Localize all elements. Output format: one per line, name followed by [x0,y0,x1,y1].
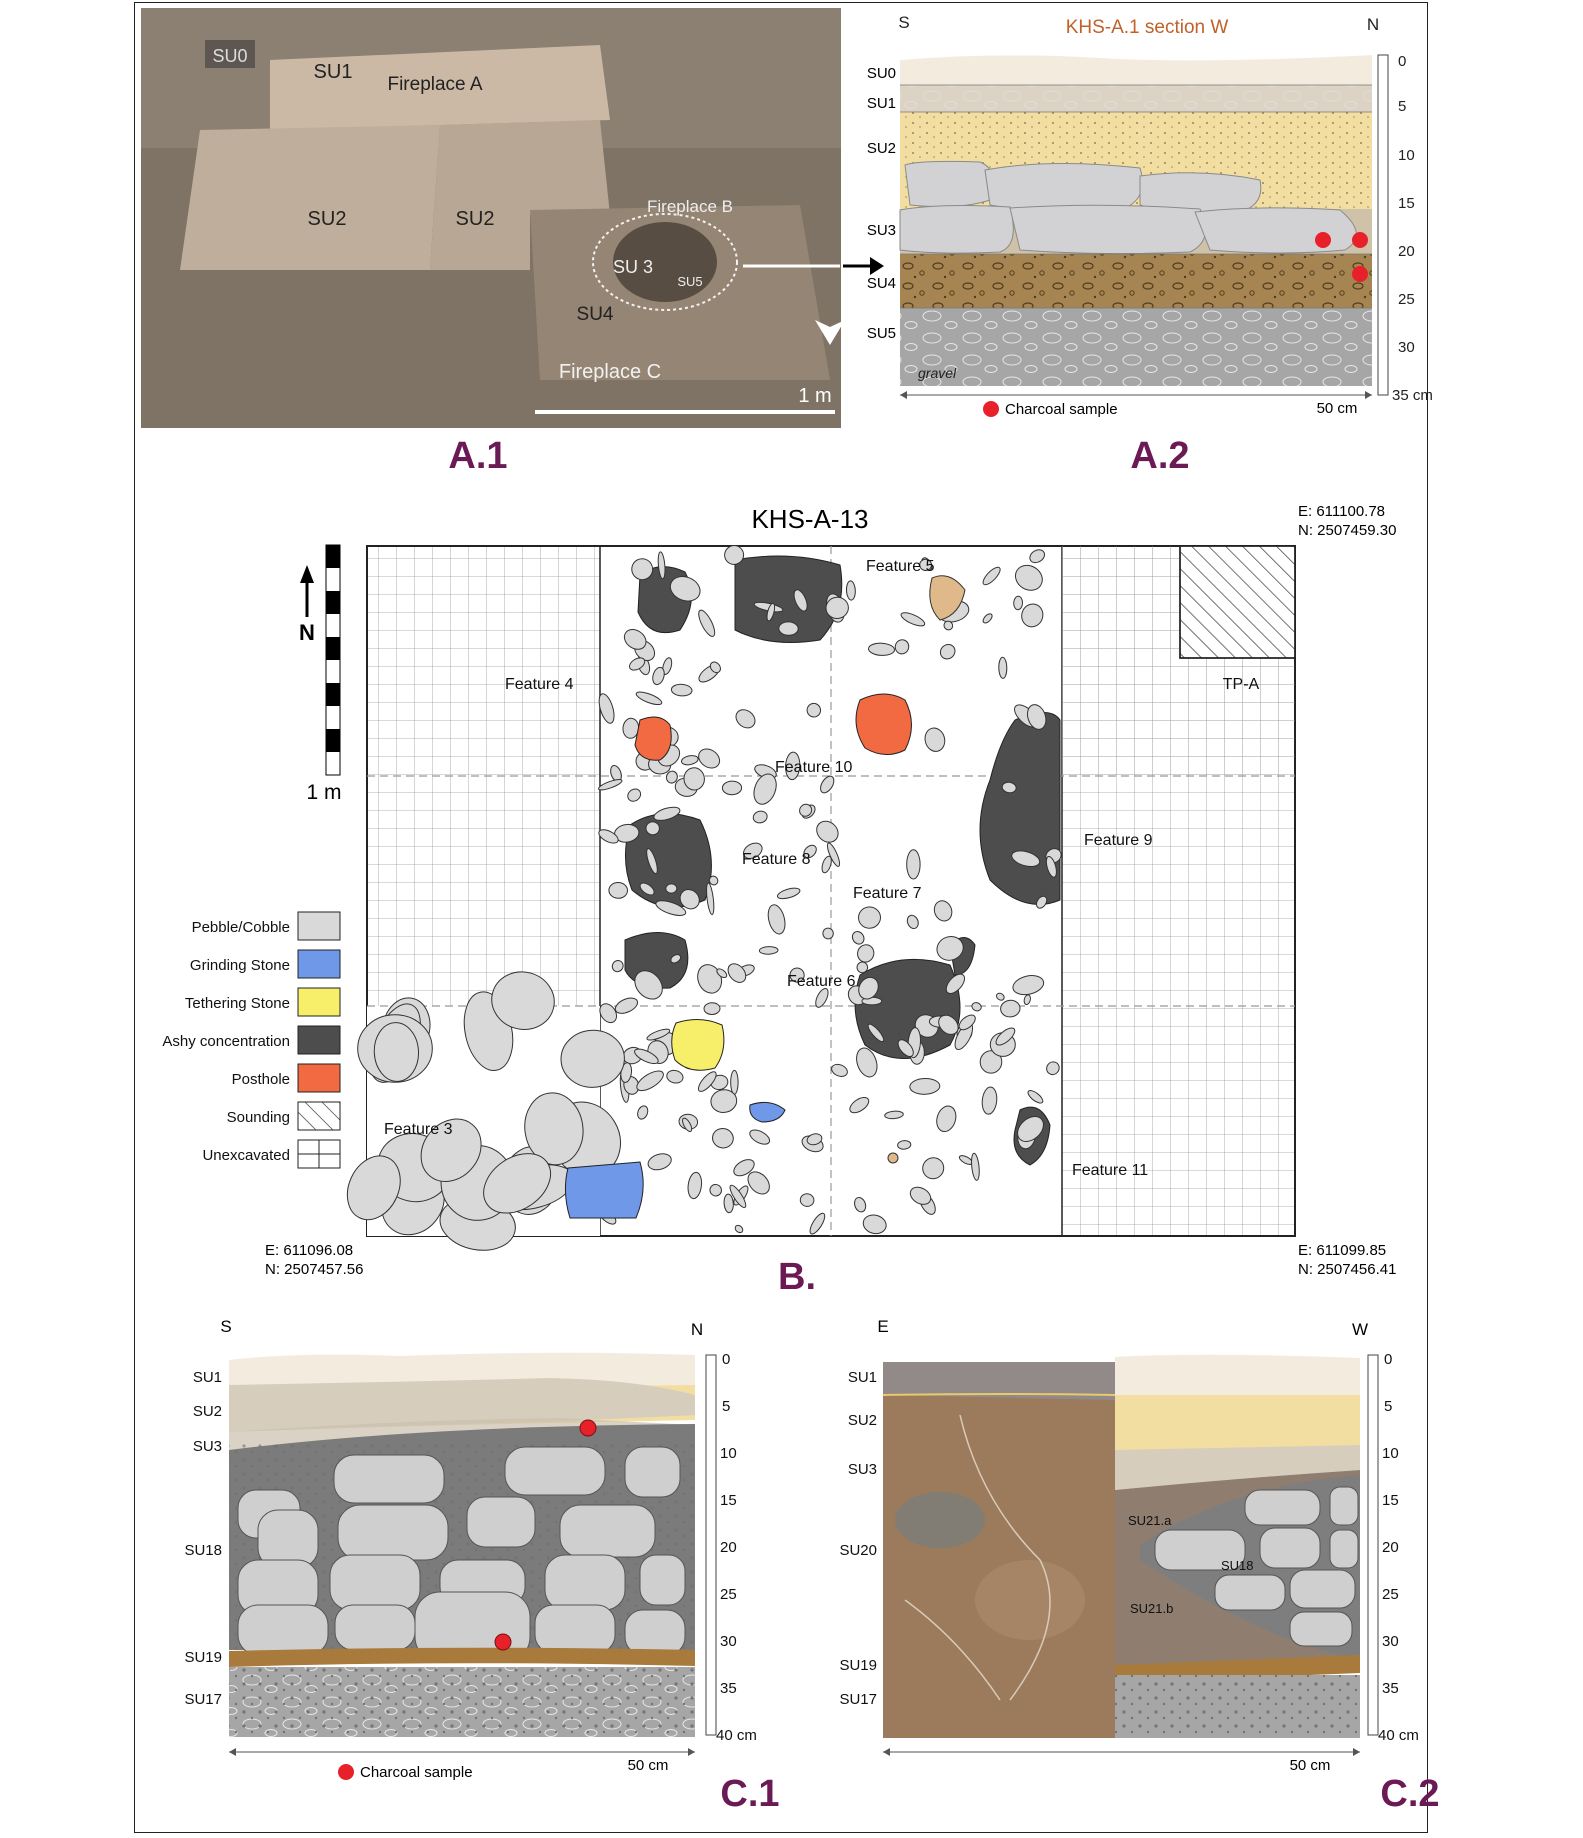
scale-label-b: 1 m [306,781,342,804]
pebble [665,1069,684,1085]
pebble [1023,994,1031,1005]
pebble [905,914,920,931]
pebble [830,1062,849,1079]
pebble [695,745,723,772]
a2-depth-15: 15 [1398,195,1415,212]
charcoal-sample-dot [1352,232,1368,248]
pebble [734,1224,745,1234]
pebble [922,726,947,754]
photo-label-su0: SU0 [212,46,248,66]
c2-depth-5: 5 [1384,1398,1393,1415]
a2-depth-10: 10 [1398,147,1415,164]
pebble [779,622,799,636]
pebble [822,927,834,939]
legend-swatch-ashy [298,1026,340,1054]
feature-3-label: Feature 3 [384,1121,453,1138]
pebble [723,1194,733,1213]
c1-unit-su19: SU19 [184,1649,222,1666]
pebble [931,898,954,923]
c1-depth-40: 40 cm [716,1727,757,1744]
panel-label-a2: A.2 [1130,435,1190,477]
pebble [1000,999,1021,1018]
pebble [776,886,801,901]
feature-5-label: Feature 5 [866,558,935,575]
legend-swatch-posthole [298,1064,340,1092]
pebble [704,1002,720,1014]
c2-depth-30: 30 [1382,1633,1399,1650]
pebble [634,1067,667,1094]
pebble [884,1110,903,1119]
pebble [696,608,718,638]
panel-label-b: B. [778,1256,816,1298]
a2-unit-su0: SU0 [866,65,896,82]
pebble [934,1104,959,1134]
pebble [857,906,881,929]
pebble [799,1193,814,1208]
coord-bl-n: N: 2507457.56 [265,1261,364,1278]
a2-depth-35: 35 cm [1392,387,1433,404]
pebble [1044,1059,1062,1077]
arrow-a1-to-a2 [843,257,884,275]
c2-unit-su17: SU17 [839,1691,877,1708]
c1-depth-5: 5 [722,1398,731,1415]
legend-label-tethering: Tethering Stone [184,995,290,1012]
pebble [598,777,623,791]
c1-scale-label: 50 cm [627,1757,669,1774]
feature-4-label: Feature 4 [505,676,574,693]
pebble [1011,560,1047,595]
c1-depth-25: 25 [720,1586,737,1603]
a2-unit-su3: SU3 [866,222,896,239]
a2-depth-20: 20 [1398,243,1415,260]
photo-label-su1: SU1 [313,61,353,83]
photo-label-su4: SU4 [576,304,614,325]
panel-label-c2: C.2 [1380,1773,1440,1815]
c1-legend-charcoal-dot [338,1764,354,1780]
c2-depth-10: 10 [1382,1445,1399,1462]
pebble [608,882,627,899]
pebble [646,1151,673,1172]
north-label: N [299,620,315,645]
c1-unit-su1: SU1 [192,1369,222,1386]
legend-swatch-pebble [298,912,340,940]
pebble [613,995,640,1016]
c2-label-su18: SU18 [1221,1558,1254,1573]
pebble [981,1086,998,1115]
c2-unit-su1: SU1 [847,1369,877,1386]
c2-scale-label: 50 cm [1289,1757,1331,1774]
pebble [999,657,1007,678]
coord-br-e: E: 611099.85 [1298,1242,1387,1259]
pebble [970,1153,980,1181]
charcoal-sample-dot [1315,232,1331,248]
legend-label-pebble: Pebble/Cobble [191,919,290,936]
c2-label-su21a: SU21.a [1128,1513,1172,1528]
coord-tr-n: N: 2507459.30 [1298,522,1397,539]
charcoal-sample-dot [1352,266,1368,282]
pebble [694,961,726,997]
c1-dir-left: S [220,1317,232,1336]
pebble [868,643,895,657]
feature-10-label: Feature 10 [775,759,853,776]
a2-depth-25: 25 [1398,291,1415,308]
a2-legend-charcoal-label: Charcoal sample [1005,401,1118,418]
c1-depth-0: 0 [722,1351,731,1368]
feature-9-label: Feature 9 [1084,832,1153,849]
pebble [856,943,876,964]
c2-depth-20: 20 [1382,1539,1399,1556]
a2-depth-0: 0 [1398,53,1407,70]
c2-dir-right: W [1351,1320,1369,1339]
photo-label-su3: SU 3 [612,257,654,277]
pebble [910,1078,941,1095]
pebble [995,992,1005,1002]
legend-swatch-sounding [298,1102,340,1130]
pebble [625,786,643,803]
c2-dir-left: E [877,1317,889,1336]
c1-depth-35: 35 [720,1680,737,1697]
pebble [724,960,749,986]
photo-label-fireplace-c: Fireplace C [558,361,662,383]
pebble [748,1127,772,1147]
pebble [610,958,625,973]
pebble [636,1104,650,1120]
c2-unit-su2: SU2 [847,1412,877,1429]
panel-label-c1: C.1 [720,1773,780,1815]
pebble [850,929,866,946]
c2-depth-0: 0 [1384,1351,1393,1368]
legend-label-sounding: Sounding [226,1109,290,1126]
legend-label-posthole: Posthole [231,1071,290,1088]
pebble [981,565,1003,588]
photo-label-fireplace-b: Fireplace B [647,197,733,216]
c1-unit-su17: SU17 [184,1691,222,1708]
c2-unit-su20: SU20 [839,1542,877,1559]
pebble [861,1213,888,1237]
pebble [705,883,715,915]
pebble [1011,973,1045,998]
pebble [687,1172,703,1200]
a2-dir-left: S [898,13,910,32]
legend-swatch-tethering [298,988,340,1016]
pebble [1013,596,1022,610]
a2-unit-su2: SU2 [866,140,896,157]
grinding-stone [750,1102,785,1122]
feature-8-label: Feature 8 [742,851,811,868]
pebble [918,1153,948,1183]
a2-gravel-label: gravel [918,365,957,381]
c2-unit-su3: SU3 [847,1461,877,1478]
legend-b [162,912,340,1168]
tp-a-label: TP-A [1222,676,1260,693]
a2-unit-su1: SU1 [866,95,896,112]
coord-bl-e: E: 611096.08 [265,1242,354,1259]
pebble [681,754,699,766]
pebble [805,701,822,718]
pebble [1026,1088,1045,1105]
pebble [722,781,741,795]
photo-label-fireplace-a: Fireplace A [387,74,483,95]
a2-depth-5: 5 [1398,98,1407,115]
legend-swatch-grinding [298,950,340,978]
pebble [759,946,778,954]
photo-label-su5: SU5 [677,274,703,289]
scale-bar-b [326,545,340,775]
panel-label-a1: A.1 [448,435,508,477]
charcoal-sample-dot [580,1420,596,1436]
pebble [981,612,993,624]
pebble [731,1070,738,1094]
pebble [818,774,837,795]
pebble [899,610,926,628]
pebble [897,1140,911,1150]
a2-legend-charcoal-dot [983,401,999,417]
c1-legend-charcoal-label: Charcoal sample [360,1764,473,1781]
c1-depth-20: 20 [720,1539,737,1556]
tethering-stone [672,1019,724,1070]
charcoal-sample-dot [495,1634,511,1650]
pebble [732,706,758,732]
pebble [812,817,842,847]
a2-title: KHS-A.1 section W [1065,17,1229,38]
c1-depth-10: 10 [720,1445,737,1462]
photo-label-su2-right: SU2 [455,208,495,230]
pebble [847,1094,871,1115]
pebble [711,1126,736,1150]
pebble [765,903,787,936]
a2-scale-label: 50 cm [1316,400,1358,417]
pebble [937,641,958,661]
pebble [907,850,920,879]
c1-unit-su3: SU3 [192,1438,222,1455]
pebble [1028,547,1047,565]
photo-label-su2-left: SU2 [307,208,347,230]
c2-depth-15: 15 [1382,1492,1399,1509]
photo-scale-label: 1 m [798,385,832,407]
plan-title: KHS-A-13 [751,504,869,534]
pebble [752,810,768,825]
legend-label-ashy: Ashy concentration [162,1033,290,1050]
feature-7-label: Feature 7 [853,885,922,902]
feature-6-label: Feature 6 [787,973,856,990]
c2-depth-40: 40 cm [1378,1727,1419,1744]
panel-b-plan [162,503,1396,1278]
feature-11-label: Feature 11 [1072,1162,1149,1179]
c2-label-su21b: SU21.b [1130,1601,1174,1616]
pebble [857,962,869,974]
pebble [807,1211,827,1236]
panel-a1-photo [141,8,845,428]
pebble [666,884,677,894]
c2-unit-su19: SU19 [839,1657,877,1674]
pebble [671,684,692,697]
panel-a2-section [867,13,1433,418]
grinding-stone [565,1162,643,1218]
c1-depth-30: 30 [720,1633,737,1650]
a2-unit-su4: SU4 [866,275,896,292]
a2-unit-su5: SU5 [866,325,896,342]
legend-label-grinding: Grinding Stone [189,957,290,974]
pebble [635,690,663,708]
c1-unit-su18: SU18 [184,1542,222,1559]
c2-depth-25: 25 [1382,1586,1399,1603]
c1-dir-right: N [690,1320,704,1339]
c2-depth-35: 35 [1382,1680,1399,1697]
panel-c1-section [184,1317,756,1781]
coord-br-n: N: 2507456.41 [1298,1261,1397,1278]
coord-tr-e: E: 611100.78 [1298,503,1386,520]
pebble [853,1196,868,1213]
legend-label-unexcavated: Unexcavated [202,1147,290,1164]
pebble [971,1001,983,1012]
a2-depth-30: 30 [1398,339,1415,356]
pebble [1019,601,1046,629]
c1-unit-su2: SU2 [192,1403,222,1420]
c1-depth-15: 15 [720,1492,737,1509]
pebble [708,1182,724,1198]
a2-dir-right: N [1366,15,1380,34]
panel-c2-section [839,1317,1418,1774]
pebble [846,581,856,601]
pebble [894,638,911,655]
